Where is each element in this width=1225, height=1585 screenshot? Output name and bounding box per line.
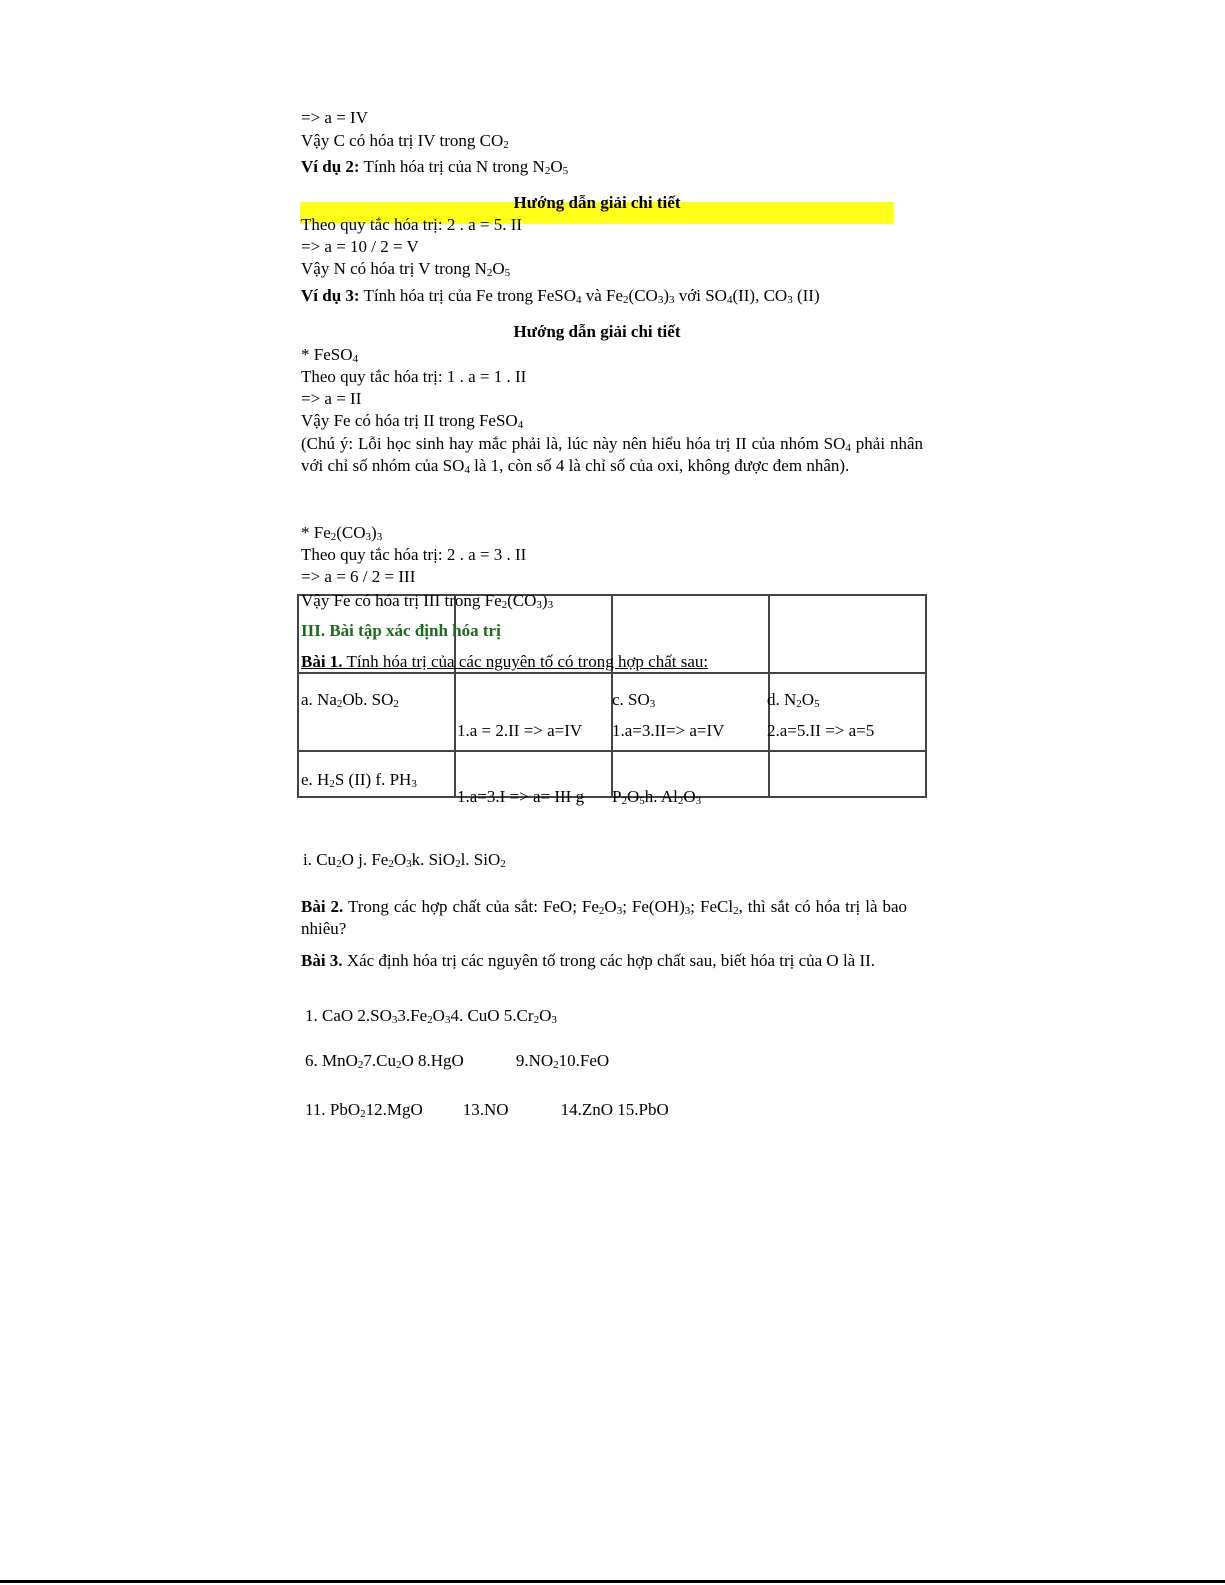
exercise-2: Bài 2. Trong các hợp chất của sắt: FeO; $Fe_2O_3$; $Fe(OH)_3$; FeCl$_2$, thì sắt có hóa trị là bao nhiêu?	[301, 897, 908, 938]
cell-g: $P_2O_5h$. $Al_2O_3$	[612, 787, 702, 807]
table-cell	[769, 751, 926, 797]
exercise-1: Bài 1. Tính hóa trị của các nguyên tố có trong hợp chất sau:	[301, 652, 709, 671]
line-rule-1a: Theo quy tắc hóa trị: 1 . a = 1 . II	[301, 367, 527, 386]
line-a-v: => a = 10 / 2 = V	[301, 237, 419, 256]
cell-f-answer: 1.a=3.I => a= III g	[457, 787, 585, 806]
exercise-3-row-2: 6. $MnO_27.Cu_2O$ 8.HgO $9.NO_210.FeO$	[305, 1051, 610, 1071]
feso4-heading: * FeSO$_4$	[301, 345, 358, 365]
line-fe-valence-ii: Vậy Fe có hóa trị II trong FeSO$_4$	[301, 411, 524, 431]
page-bottom-border	[0, 1580, 1225, 1583]
exercise-i-line: i. $Cu_2O$ j. $Fe_2O_3k$. SiO$_2$l. SiO$_2$	[303, 850, 506, 870]
cell-e: e. $H_2S$ (II) f. $PH_3$	[301, 770, 417, 790]
table-cell	[769, 595, 926, 673]
exercise-3: Bài 3. Xác định hóa trị các nguyên tố trong các hợp chất sau, biết hóa trị của O là II.	[301, 951, 876, 970]
line-a-iii: => a = 6 / 2 = III	[301, 567, 416, 586]
solution-heading-2: Hướng dẫn giải chi tiết	[513, 322, 681, 341]
table-fe-valence-iii: Vậy Fe có hóa trị III trong $Fe_2(CO_3)_3$	[301, 591, 554, 611]
example-3: Ví dụ 3: Tính hóa trị của Fe trong FeSO$_4$ và $Fe_2(CO_3)_3$ với $SO_4(II)$, $CO_3$ (II)	[301, 286, 820, 306]
cell-b-answer: 1.a = 2.II => a=IV	[457, 721, 583, 740]
exercise-3-row-3: 11. PbO$_2$12.MgO 13.NO 14.ZnO 15.PbO	[305, 1100, 669, 1120]
line-rule-2a: Theo quy tắc hóa trị: 2 . a = 5. II	[301, 215, 523, 234]
line-n-valence: Vậy N có hóa trị V trong $N_2O_5$	[301, 259, 511, 279]
line-rule-2a-3ii: Theo quy tắc hóa trị: 2 . a = 3 . II	[301, 545, 527, 564]
cell-d-answer: 2.a=5.II => a=5	[767, 721, 875, 740]
line-a-ii: => a = II	[301, 389, 362, 408]
section-title: III. Bài tập xác định hóa trị	[301, 621, 501, 640]
cell-c: c. $SO_3$	[612, 690, 656, 710]
solution-heading-1: Hướng dẫn giải chi tiết	[513, 193, 681, 212]
cell-d: d. $N_2O_5$	[767, 690, 820, 710]
fe2co3-heading: * $Fe_2(CO_3)_3$	[301, 523, 383, 543]
cell-c-answer: 1.a=3.II=> a=IV	[612, 721, 725, 740]
table-cell	[298, 673, 455, 751]
line-c-valence: Vậy C có hóa trị IV trong $CO_2$	[301, 131, 509, 151]
cell-a: a. $Na_2Ob$. $SO_2$	[301, 690, 399, 710]
exercise-3-row-1: 1. CaO $2.SO_33.Fe_2O_34$. CuO $5.Cr_2O_3$	[305, 1006, 557, 1026]
line-a-iv: => a = IV	[301, 108, 368, 127]
note-paragraph: (Chú ý: Lỗi học sinh hay mắc phải là, lúc này nên hiểu hóa trị II của nhóm $SO_4$ phải nhân với chỉ số nhóm của $SO_4$ là 1, còn số 4 là chỉ số của oxi, không được đem nhân).	[301, 434, 923, 476]
example-2: Ví dụ 2: Tính hóa trị của N trong $N_2O_5$	[301, 157, 569, 177]
